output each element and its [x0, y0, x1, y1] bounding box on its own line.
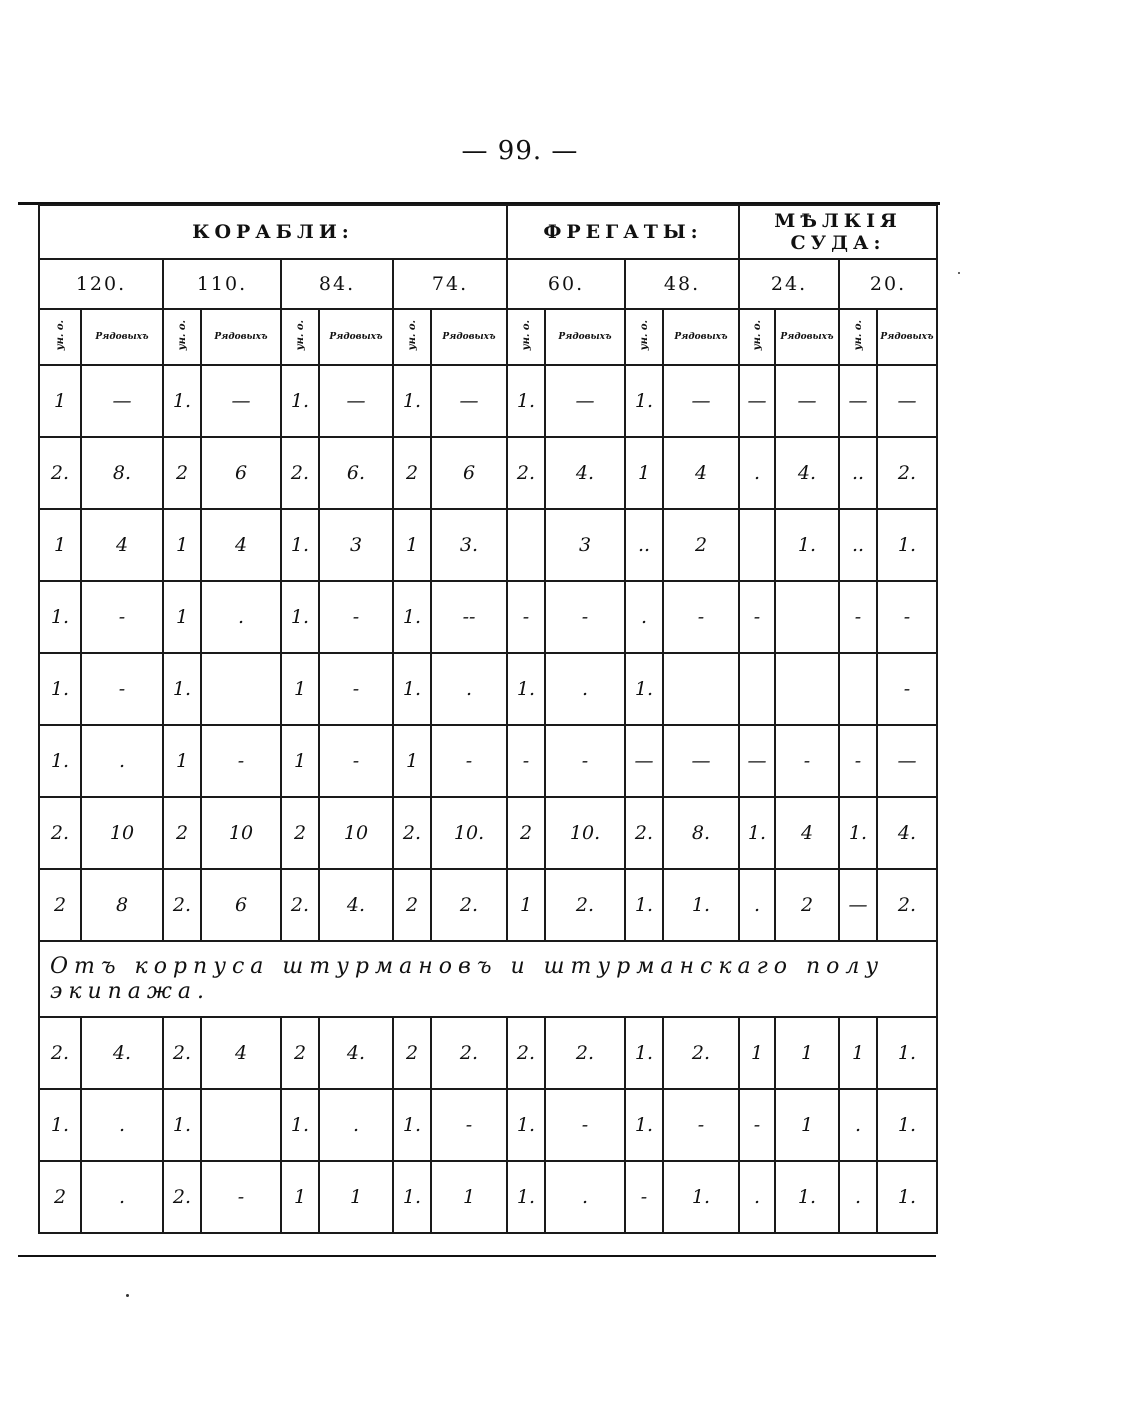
rank-count-cell: 4.	[81, 1017, 163, 1089]
officer-column-header	[281, 309, 319, 365]
officer-count-cell: —	[625, 725, 663, 797]
rank-count-cell: .	[545, 653, 625, 725]
officer-count-cell: —	[739, 725, 775, 797]
table-row	[39, 509, 937, 581]
rank-count-cell: 8.	[663, 797, 739, 869]
officer-column-header	[507, 309, 545, 365]
rank-count-cell: 6	[201, 437, 281, 509]
rank-count-cell: -	[201, 725, 281, 797]
rank-count-cell: .	[545, 1161, 625, 1233]
officer-count-cell: 2.	[39, 797, 81, 869]
officer-count-cell	[739, 509, 775, 581]
rank-count-cell	[663, 653, 739, 725]
rank-count-cell: 3	[319, 509, 393, 581]
officer-column-label: ун. о.	[520, 320, 532, 351]
officer-count-cell: 2	[39, 869, 81, 941]
rank-count-cell: 3	[545, 509, 625, 581]
rank-count-cell: -	[81, 653, 163, 725]
rank-count-cell: —	[775, 365, 839, 437]
rank-count-cell: —	[877, 725, 937, 797]
rank-count-cell: 10	[201, 797, 281, 869]
rank-count-cell: 1	[775, 1017, 839, 1089]
rank-count-cell: 4.	[545, 437, 625, 509]
officer-count-cell: —	[839, 365, 877, 437]
officer-count-cell: 1.	[281, 581, 319, 653]
rank-count-cell: 1.	[663, 869, 739, 941]
table-row	[39, 725, 937, 797]
rank-count-cell: .	[431, 653, 507, 725]
rank-count-cell	[201, 653, 281, 725]
rank-count-cell: 2	[663, 509, 739, 581]
officer-count-cell: 1.	[739, 797, 775, 869]
rank-count-cell: 1	[431, 1161, 507, 1233]
rank-count-cell: -	[663, 1089, 739, 1161]
officer-count-cell: 1.	[393, 653, 431, 725]
rank-count-cell: -	[877, 653, 937, 725]
rank-count-cell: 4.	[319, 1017, 393, 1089]
group-header-row	[39, 205, 937, 259]
officer-count-cell: 1.	[281, 1089, 319, 1161]
page-number: — 99. —	[461, 136, 579, 166]
officer-count-cell: 2	[281, 1017, 319, 1089]
rank-count-cell: —	[663, 725, 739, 797]
rank-count-cell: 4	[201, 509, 281, 581]
officer-count-cell: 2	[281, 797, 319, 869]
rating-header: 20.	[839, 259, 937, 309]
officer-count-cell: 2	[507, 797, 545, 869]
rank-count-cell: 1.	[877, 1161, 937, 1233]
officer-count-cell: -	[507, 725, 545, 797]
table-row	[39, 1161, 937, 1233]
rank-count-cell: 2.	[545, 869, 625, 941]
officer-column-label: ун. о.	[54, 320, 66, 351]
note-row	[39, 941, 937, 1017]
officer-count-cell: .	[739, 1161, 775, 1233]
officer-count-cell: 2.	[39, 437, 81, 509]
officer-count-cell: .	[739, 437, 775, 509]
rank-count-cell: 2.	[663, 1017, 739, 1089]
table-row	[39, 437, 937, 509]
officer-column-label: ун. о.	[406, 320, 418, 351]
officer-count-cell: ..	[839, 437, 877, 509]
rank-count-cell: -	[545, 1089, 625, 1161]
officer-count-cell: .	[625, 581, 663, 653]
rank-count-cell: 4.	[775, 437, 839, 509]
officer-count-cell: .	[839, 1089, 877, 1161]
officer-count-cell: 2.	[625, 797, 663, 869]
rank-count-cell: -	[545, 581, 625, 653]
rank-count-cell	[775, 581, 839, 653]
table-row	[39, 581, 937, 653]
officer-count-cell: 2	[393, 1017, 431, 1089]
officer-count-cell: 2.	[281, 869, 319, 941]
group-header: КОРАБЛИ:	[39, 205, 507, 259]
officer-count-cell: -	[739, 581, 775, 653]
rank-count-cell: 1.	[775, 509, 839, 581]
table-row	[39, 653, 937, 725]
rank-count-cell: -	[431, 725, 507, 797]
rank-count-cell: .	[81, 1161, 163, 1233]
table-row	[39, 797, 937, 869]
rank-column-header	[319, 309, 393, 365]
rank-count-cell: 4	[81, 509, 163, 581]
officer-count-cell: 1.	[39, 653, 81, 725]
rank-count-cell: 8.	[81, 437, 163, 509]
rank-count-cell: 10	[319, 797, 393, 869]
rank-count-cell: —	[81, 365, 163, 437]
rank-count-cell: 6	[201, 869, 281, 941]
rank-column-label: Рядовыхъ	[214, 332, 268, 342]
officer-column-header	[739, 309, 775, 365]
officer-count-cell: 1	[281, 653, 319, 725]
rank-count-cell: -	[319, 725, 393, 797]
rank-column-label: Рядовыхъ	[880, 332, 934, 342]
officer-count-cell: 1.	[163, 1089, 201, 1161]
table-row	[39, 869, 937, 941]
rank-column-header	[663, 309, 739, 365]
table-row	[39, 1017, 937, 1089]
rank-count-cell: —	[431, 365, 507, 437]
rank-count-cell: .	[81, 725, 163, 797]
rating-header: 74.	[393, 259, 507, 309]
rank-count-cell: -	[775, 725, 839, 797]
rank-count-cell: 2.	[431, 869, 507, 941]
officer-column-label: ун. о.	[294, 320, 306, 351]
officer-count-cell: 2.	[281, 437, 319, 509]
rank-count-cell: 4.	[877, 797, 937, 869]
officer-count-cell: 1	[163, 581, 201, 653]
rating-header: 110.	[163, 259, 281, 309]
rank-column-label: Рядовыхъ	[95, 332, 149, 342]
rank-count-cell: 2.	[545, 1017, 625, 1089]
officer-count-cell: 1	[739, 1017, 775, 1089]
officer-count-cell: 1	[39, 509, 81, 581]
rank-column-header	[545, 309, 625, 365]
officer-count-cell: 2.	[507, 437, 545, 509]
rank-count-cell: 10.	[431, 797, 507, 869]
rank-column-header	[431, 309, 507, 365]
officer-count-cell: 1.	[39, 725, 81, 797]
officer-count-cell: 1	[39, 365, 81, 437]
group-header: МѢЛКІЯ СУДА:	[739, 205, 937, 259]
ink-speck	[126, 1294, 129, 1297]
officer-column-header	[39, 309, 81, 365]
officer-count-cell: ..	[839, 509, 877, 581]
rating-header: 84.	[281, 259, 393, 309]
officer-count-cell: .	[839, 1161, 877, 1233]
officer-count-cell: 1.	[507, 365, 545, 437]
officer-count-cell	[839, 653, 877, 725]
rank-count-cell: 8	[81, 869, 163, 941]
officer-count-cell: -	[839, 581, 877, 653]
officer-column-header	[625, 309, 663, 365]
rank-count-cell: 2	[775, 869, 839, 941]
rank-count-cell: —	[319, 365, 393, 437]
officer-column-label: ун. о.	[751, 320, 763, 351]
rating-header: 60.	[507, 259, 625, 309]
officer-count-cell: -	[507, 581, 545, 653]
officer-count-cell: 2	[163, 437, 201, 509]
officer-column-header	[163, 309, 201, 365]
rank-count-cell: -	[545, 725, 625, 797]
rank-count-cell: -	[431, 1089, 507, 1161]
rank-column-label: Рядовыхъ	[329, 332, 383, 342]
rating-header: 24.	[739, 259, 839, 309]
rank-count-cell: —	[877, 365, 937, 437]
officer-count-cell: 2	[39, 1161, 81, 1233]
officer-count-cell: 1.	[39, 1089, 81, 1161]
rank-count-cell: 4	[663, 437, 739, 509]
officer-count-cell: 2.	[163, 1161, 201, 1233]
officer-count-cell: 2.	[163, 1017, 201, 1089]
rank-count-cell: 2.	[877, 869, 937, 941]
rank-count-cell: 6.	[319, 437, 393, 509]
officer-column-header	[839, 309, 877, 365]
rank-count-cell: 1.	[877, 1089, 937, 1161]
officer-count-cell	[739, 653, 775, 725]
officer-count-cell: 1	[839, 1017, 877, 1089]
rank-count-cell: 4	[201, 1017, 281, 1089]
officer-count-cell: 2	[163, 797, 201, 869]
officer-count-cell: 1	[281, 725, 319, 797]
officer-count-cell: 1.	[163, 653, 201, 725]
rating-header: 120.	[39, 259, 163, 309]
rank-column-label: Рядовыхъ	[442, 332, 496, 342]
rank-count-cell: 6	[431, 437, 507, 509]
rank-count-cell: 10	[81, 797, 163, 869]
rank-count-cell: 4	[775, 797, 839, 869]
rank-count-cell: 1.	[775, 1161, 839, 1233]
officer-count-cell: 1	[163, 509, 201, 581]
officer-count-cell: 1.	[393, 1089, 431, 1161]
rank-count-cell: .	[201, 581, 281, 653]
officer-count-cell: 1	[281, 1161, 319, 1233]
officer-count-cell: —	[839, 869, 877, 941]
officer-count-cell: 1.	[163, 365, 201, 437]
officer-column-label: ун. о.	[176, 320, 188, 351]
officer-count-cell: 1.	[625, 653, 663, 725]
officer-column-label: ун. о.	[852, 320, 864, 351]
rank-count-cell: --	[431, 581, 507, 653]
officer-count-cell: 1.	[39, 581, 81, 653]
rank-count-cell: 1.	[663, 1161, 739, 1233]
rank-count-cell: 4.	[319, 869, 393, 941]
rank-count-cell: -	[319, 581, 393, 653]
officer-count-cell: 2	[393, 869, 431, 941]
rank-column-header	[81, 309, 163, 365]
bottom-rule	[18, 1255, 936, 1257]
rank-count-cell: 1.	[877, 509, 937, 581]
officer-count-cell: 1.	[507, 1161, 545, 1233]
rank-count-cell: —	[545, 365, 625, 437]
officer-count-cell: 1.	[393, 581, 431, 653]
rank-column-header	[877, 309, 937, 365]
rank-count-cell	[775, 653, 839, 725]
officer-count-cell: 1.	[507, 653, 545, 725]
sub-header-row	[39, 309, 937, 365]
rank-column-label: Рядовыхъ	[780, 332, 834, 342]
rank-count-cell: -	[877, 581, 937, 653]
rank-count-cell: -	[81, 581, 163, 653]
officer-count-cell: —	[739, 365, 775, 437]
officer-count-cell: 1.	[839, 797, 877, 869]
rank-count-cell: 1	[775, 1089, 839, 1161]
officer-count-cell: ..	[625, 509, 663, 581]
rank-count-cell: .	[81, 1089, 163, 1161]
rank-count-cell: —	[201, 365, 281, 437]
rank-column-header	[201, 309, 281, 365]
officer-count-cell: 1.	[625, 365, 663, 437]
rank-count-cell: 2.	[431, 1017, 507, 1089]
ink-speck	[958, 272, 960, 274]
officer-count-cell: .	[739, 869, 775, 941]
rank-count-cell: .	[319, 1089, 393, 1161]
officer-count-cell: 2.	[507, 1017, 545, 1089]
rating-header: 48.	[625, 259, 739, 309]
officer-count-cell	[507, 509, 545, 581]
rank-count-cell: 3.	[431, 509, 507, 581]
officer-count-cell: 1.	[281, 509, 319, 581]
group-header: ФРЕГАТЫ:	[507, 205, 739, 259]
rank-count-cell: -	[663, 581, 739, 653]
officer-count-cell: 2	[393, 437, 431, 509]
rank-column-label: Рядовыхъ	[558, 332, 612, 342]
rank-count-cell: 10.	[545, 797, 625, 869]
rank-count-cell: 1	[319, 1161, 393, 1233]
rank-count-cell: -	[319, 653, 393, 725]
rank-column-header	[775, 309, 839, 365]
rating-header-row	[39, 259, 937, 309]
officer-count-cell: 1	[163, 725, 201, 797]
officer-count-cell: 1.	[393, 365, 431, 437]
officer-column-header	[393, 309, 431, 365]
officer-count-cell: 1	[393, 725, 431, 797]
rank-count-cell	[201, 1089, 281, 1161]
rank-column-label: Рядовыхъ	[674, 332, 728, 342]
officer-count-cell: 1.	[281, 365, 319, 437]
rank-count-cell: 2.	[877, 437, 937, 509]
officer-column-label: ун. о.	[638, 320, 650, 351]
crew-allocation-table	[38, 204, 938, 1234]
officer-count-cell: -	[739, 1089, 775, 1161]
officer-count-cell: 2.	[163, 869, 201, 941]
rank-count-cell: —	[663, 365, 739, 437]
officer-count-cell: 2.	[393, 797, 431, 869]
officer-count-cell: 2.	[39, 1017, 81, 1089]
officer-count-cell: 1	[393, 509, 431, 581]
officer-count-cell: 1.	[625, 1089, 663, 1161]
table-row	[39, 365, 937, 437]
note-text: Отъ корпуса штурмановъ и штурманскаго полу экипажа.	[39, 941, 937, 1017]
officer-count-cell: -	[839, 725, 877, 797]
officer-count-cell: -	[625, 1161, 663, 1233]
table-row	[39, 1089, 937, 1161]
rank-count-cell: 1.	[877, 1017, 937, 1089]
officer-count-cell: 1.	[507, 1089, 545, 1161]
officer-count-cell: 1.	[625, 869, 663, 941]
officer-count-cell: 1	[507, 869, 545, 941]
officer-count-cell: 1.	[393, 1161, 431, 1233]
rank-count-cell: -	[201, 1161, 281, 1233]
officer-count-cell: 1	[625, 437, 663, 509]
officer-count-cell: 1.	[625, 1017, 663, 1089]
